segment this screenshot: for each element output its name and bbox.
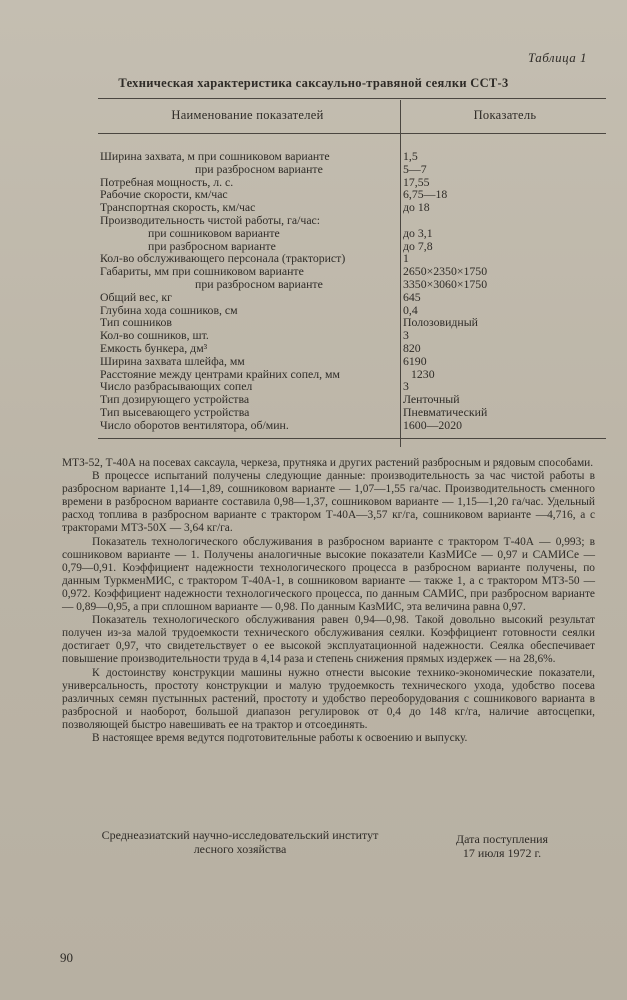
- spec-table: [100, 150, 605, 432]
- table-row: [100, 291, 605, 304]
- row-name: Потребная мощность, л. с.: [100, 174, 234, 189]
- column-header-value: Показатель: [473, 108, 537, 122]
- row-value: 5—7: [403, 161, 427, 176]
- table-row: [100, 150, 605, 163]
- row-name: Ширина захвата, м при сошниковом варианте: [100, 149, 330, 163]
- row-name: Общий вес, кг: [100, 289, 172, 304]
- row-name: Тип сошников: [100, 315, 172, 330]
- table-row: [100, 227, 605, 240]
- row-name: Тип дозирующего устройства: [100, 392, 250, 407]
- row-name: при разбросном варианте: [195, 276, 323, 291]
- row-name: Кол-во сошников, шт.: [100, 328, 209, 343]
- paragraph: К достоинству конструкции машины нужно отнести высокие технико-экономические показатели, универсальность, простоту конструкции и малую трудоемкость технического ухода, удобство посева различных семян пустынных растений, простоту и удобство переоборудования с сошникового варианта в разбросной и наоборот, большой диапазон регулировок от 0,4 до 148 кг/га, наличие автосцепки, позволяющей быстро навешивать ее на трактор и отсоединять.: [62, 666, 595, 731]
- institute-credit: [60, 828, 420, 856]
- row-value: Пневматический: [403, 404, 488, 419]
- table-row: [100, 419, 605, 432]
- row-value: 6,75—18: [403, 187, 448, 202]
- date-label: Дата поступления: [455, 832, 549, 846]
- row-value: 1230: [411, 366, 435, 381]
- received-date: [402, 832, 602, 860]
- row-value: 2650×2350×1750: [403, 264, 488, 279]
- column-header-name: Наименование показателей: [171, 108, 324, 122]
- paragraph: В процессе испытаний получены следующие данные: производительность за час чистой работы в разбросном варианте 1,14—1,89, сошниковом варианте — 1,07—1,55 га/час. Производительность сменного времени в разбросном варианте составила 0,98—1,37, сошниковом варианте — 1,15—1,20 га/час. Удельный расход топлива в разбросном варианте с трактором Т-40А—3,57 кг/га, сошниковом варианте —4,716, а с тракторами МТЗ-50Х — 3,64 кг/га.: [62, 470, 595, 535]
- table-header-rule: [98, 133, 606, 134]
- table-row: [100, 278, 605, 291]
- row-name: Емкость бункера, дм³: [100, 340, 208, 355]
- row-value: 1600—2020: [403, 417, 462, 432]
- paragraph: МТЗ-52, Т-40А на посевах саксаула, черкеза, прутняка и других растений разбросным и рядовым способами.: [62, 457, 594, 469]
- row-value: 645: [403, 289, 421, 304]
- row-value: 3350×3060×1750: [403, 276, 488, 291]
- row-name: Число оборотов вентилятора, об/мин.: [100, 417, 289, 432]
- table-title: Техническая характеристика саксаульно-травяной сеялки ССТ-3: [118, 76, 509, 90]
- table-row: [100, 342, 605, 355]
- table-bottom-rule: [98, 438, 606, 439]
- row-name: Число разбрасывающих сопел: [100, 379, 253, 394]
- row-value: до 3,1: [403, 225, 433, 240]
- table-row: [100, 163, 605, 176]
- row-name: Габариты, мм при сошниковом варианте: [100, 264, 304, 279]
- table-row: [100, 355, 605, 368]
- institute-line: лесного хозяйства: [193, 842, 287, 856]
- row-value: 6190: [403, 353, 427, 368]
- row-value: 1: [403, 251, 409, 266]
- page-number: 90: [60, 950, 73, 965]
- row-value: Ленточный: [403, 392, 460, 407]
- row-name: Ширина захвата шлейфа, мм: [100, 353, 245, 368]
- table-row: [100, 304, 605, 317]
- row-value: 3: [403, 379, 409, 394]
- row-name: при разбросном варианте: [195, 161, 323, 176]
- table-row: [100, 265, 605, 278]
- row-value: Полозовидный: [403, 315, 478, 330]
- row-value: 17,55: [403, 174, 430, 189]
- row-value: 1,5: [403, 149, 418, 163]
- row-name: при сошниковом варианте: [148, 225, 280, 240]
- row-value: 3: [403, 328, 409, 343]
- paragraph: Показатель технологического обслуживания в разбросном варианте с трактором Т-40А — 0,993; в сошниковом варианте — 1. Получены аналогичные высокие показатели КазМИСе — 0,97 и САМИСе — 0,79—0,91. Коэффициент надежности технологического процесса в разбросном варианте получены, по данным ТуркменМИС, с трактором Т-40А-1, в сошниковом варианте — также 1, а с трактором МТЗ-50 — 0,972. Коэффициент надежности технологического процесса, по данным САМИС, при разбросном варианте — 0,89—0,95, а при сплошном варианте — 0,98. По данным КазМИС, эта величина равна 0,97.: [62, 535, 595, 614]
- row-name: при разбросном варианте: [148, 238, 276, 253]
- row-name: Расстояние между центрами крайних сопел, мм: [100, 366, 340, 381]
- table-label: Таблица 1: [527, 50, 587, 65]
- row-name: Глубина хода сошников, см: [100, 302, 238, 317]
- body-text: [62, 457, 595, 745]
- row-value: до 18: [403, 200, 430, 215]
- table-row: [100, 214, 605, 227]
- date-value: 17 июля 1972 г.: [462, 846, 542, 860]
- row-name: Кол-во обслуживающего персонала (тракторист): [100, 251, 346, 266]
- row-name: Транспортная скорость, км/час: [100, 200, 256, 215]
- row-value: 0,4: [403, 302, 418, 317]
- institute-line: Среднеазиатский научно-исследовательский институт: [101, 828, 379, 842]
- paragraph: В настоящее время ведутся подготовительные работы к освоению и выпуску.: [92, 731, 468, 744]
- table-top-rule: [98, 98, 606, 99]
- row-name: Тип высевающего устройства: [100, 404, 250, 419]
- row-name: Рабочие скорости, км/час: [100, 187, 228, 202]
- table-row: [100, 406, 605, 419]
- row-value: 820: [403, 340, 421, 355]
- paragraph: Показатель технологического обслуживания равен 0,94—0,98. Такой довольно высокий результат получен из-за малой трудоемкости технического обслуживания сеялки. Коэффициент готовности сеялки достигает 0,97, что свидетельствует о ее высокой эксплуатационной надежности. Сеялка обеспечивает повышение производительности труда в 4,14 раза и степень снижения прямых издержек — на 28,6%.: [62, 614, 595, 666]
- row-value: до 7,8: [403, 238, 433, 253]
- row-name: Производительность чистой работы, га/час:: [100, 212, 321, 227]
